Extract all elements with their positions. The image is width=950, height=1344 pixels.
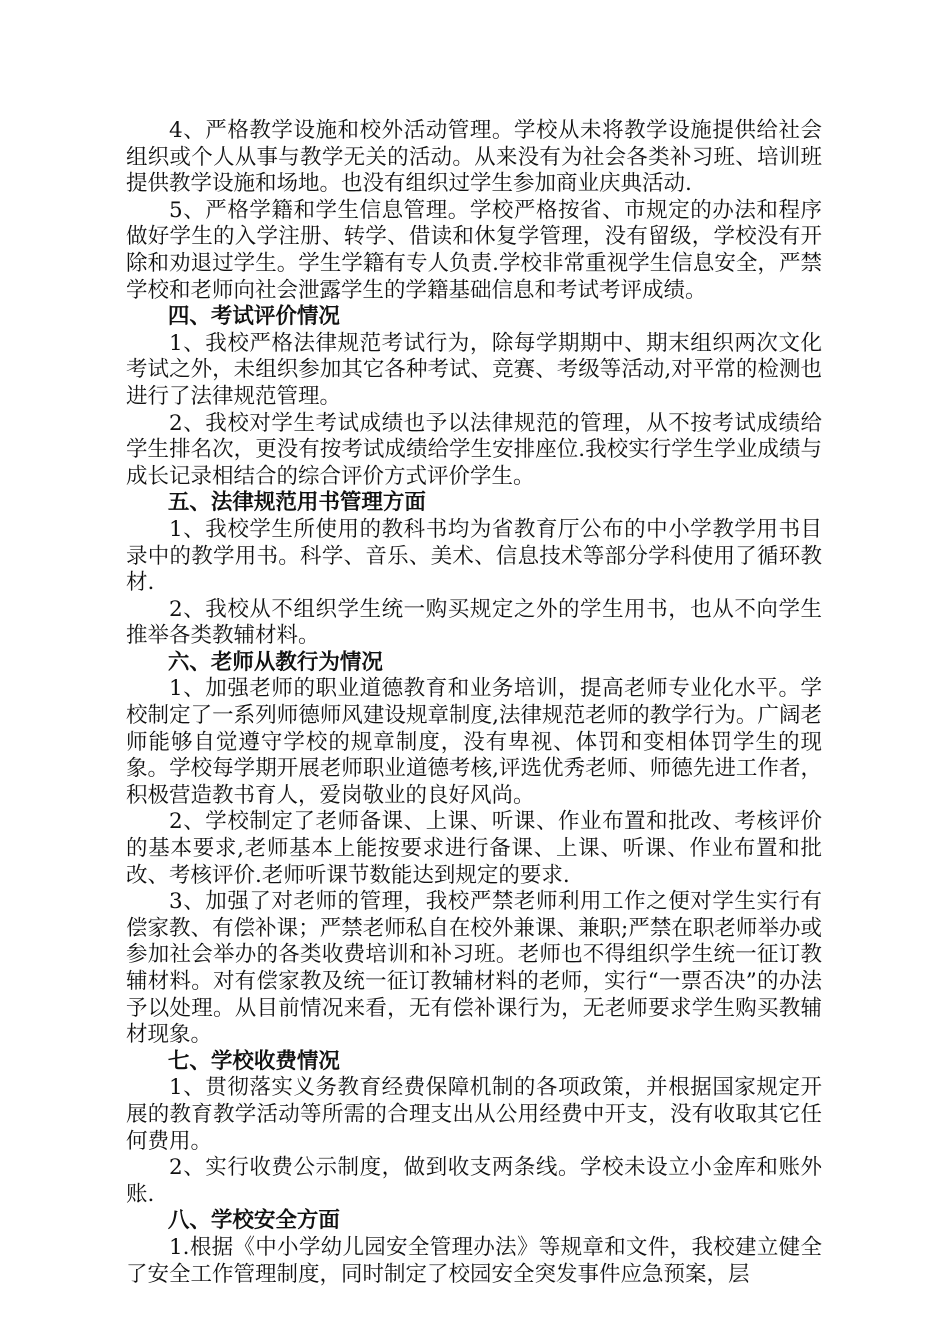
paragraph-funding-policy: 1、贯彻落实义务教育经费保障机制的各项政策，并根据国家规定开展的教育教学活动等所需的合理支出从公用经费中开支，没有收取其它任何费用。 bbox=[126, 1075, 822, 1154]
paragraph-safety-management: 1.根据《中小学幼儿园安全管理办法》等规章和文件，我校建立健全了安全工作管理制度，同时制定了校园安全突发事件应急预案，层 bbox=[126, 1234, 822, 1287]
paragraph-exam-regulation: 1、我校严格法律规范考试行为，除每学期期中、期末组织两次文化考试之外，未组织参加其它各种考试、竞赛、考级等活动,对平常的检测也进行了法律规范管理。 bbox=[126, 330, 822, 409]
paragraph-fee-disclosure: 2、实行收费公示制度，做到收支两条线。学校未设立小金库和账外账. bbox=[126, 1155, 822, 1207]
document-page bbox=[126, 118, 822, 1288]
heading-school-fees: 七、学校收费情况 bbox=[167, 1048, 340, 1074]
heading-textbook-management: 五、法律规范用书管理方面 bbox=[167, 490, 426, 516]
paragraph-paid-tutoring-ban: 3、加强了对老师的管理，我校严禁老师利用工作之便对学生实行有偿家教、有偿补课；严禁老师私自在校外兼课、兼职;严禁在职老师举办或参加社会举办的各类收费培训和补习班。老师也不得组织学生统一征订教辅材料。对有偿家教及统一征订教辅材料的老师，实行“一票否决”的办法予以处理。从目前情况来看，无有偿补课行为，无老师要求学生购买教辅材现象。 bbox=[126, 889, 822, 1048]
heading-teacher-conduct: 六、老师从教行为情况 bbox=[167, 649, 383, 675]
paragraph-textbooks: 1、我校学生所使用的教科书均为省教育厅公布的中小学教学用书目录中的教学用书。科学、音乐、美术、信息技术等部分学科使用了循环教材. bbox=[126, 516, 822, 596]
paragraph-teaching-requirements: 2、学校制定了老师备课、上课、听课、作业布置和批改、考核评价的基本要求,老师基本上能按要求进行备课、上课、听课、作业布置和批改、考核评价.老师听课节数能达到规定的要求. bbox=[126, 809, 822, 888]
paragraph-exam-scores: 2、我校对学生考试成绩也予以法律规范的管理，从不按考试成绩给学生排名次，更没有按考试成绩给学生安排座位.我校实行学生学业成绩与成长记录相结合的综合评价方式评价学生。 bbox=[126, 410, 822, 489]
heading-school-safety: 八、学校安全方面 bbox=[167, 1208, 340, 1234]
paragraph-supplementary-materials: 2、我校从不组织学生统一购买规定之外的学生用书，也从不向学生推举各类教辅材料。 bbox=[126, 596, 822, 649]
paragraph-facility-management: 4、严格教学设施和校外活动管理。学校从未将教学设施提供给社会组织或个人从事与教学无关的活动。从来没有为社会各类补习班、培训班提供教学设施和场地。也没有组织过学生参加商业庆典活动. bbox=[126, 118, 822, 197]
heading-exam-evaluation: 四、考试评价情况 bbox=[167, 304, 340, 330]
paragraph-teacher-ethics: 1、加强老师的职业道德教育和业务培训，提高老师专业化水平。学校制定了一系列师德师风建设规章制度,法律规范老师的教学行为。广阔老师能够自觉遵守学校的规章制度，没有卑视、体罚和变相体罚学生的现象。学校每学期开展老师职业道德考核,评选优秀老师、师德先进工作者，积极营造教书育人，爱岗敬业的良好风尚。 bbox=[126, 676, 822, 808]
paragraph-student-records: 5、严格学籍和学生信息管理。学校严格按省、市规定的办法和程序做好学生的入学注册、转学、借读和休复学管理，没有留级，学校没有开除和劝退过学生。学生学籍有专人负责.学校非常重视学生信息安全，严禁学校和老师向社会泄露学生的学籍基础信息和考试考评成绩。 bbox=[126, 197, 822, 303]
